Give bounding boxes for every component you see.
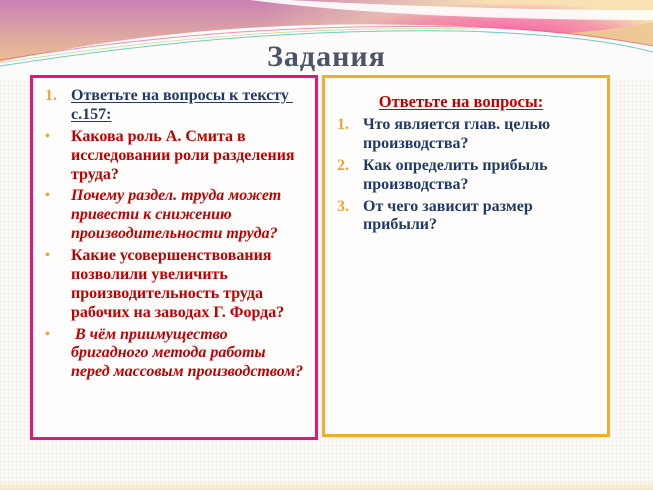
list-item-text: Ответьте на вопросы к тексту с.157: — [71, 87, 293, 123]
right-panel-heading: Ответьте на вопросы: — [378, 92, 544, 111]
list-item-text: От чего зависит размер прибыли? — [363, 197, 537, 234]
list-item — [37, 87, 305, 125]
list-item — [329, 198, 593, 236]
left-panel — [30, 75, 318, 440]
list-marker: 3. — [337, 197, 349, 215]
list-marker: 2. — [337, 156, 349, 174]
list-marker: 1. — [45, 87, 57, 104]
bullet-icon: • — [45, 188, 50, 204]
list-item — [37, 247, 305, 323]
right-panel — [322, 75, 610, 437]
list-item-text: Что является глав. целью производства? — [363, 116, 555, 152]
list-item — [329, 157, 593, 195]
list-item-text: Какова роль А. Смита в исследовании роли разделения труда? — [71, 127, 299, 183]
list-marker: 1. — [337, 116, 349, 133]
list-item-text: Почему раздел. труда может привести к снижению производительности труда? — [71, 187, 286, 243]
bullet-icon: • — [45, 326, 50, 342]
bullet-icon: • — [45, 128, 50, 144]
list-item — [37, 128, 305, 185]
list-item — [37, 326, 305, 383]
bullet-icon: • — [45, 248, 50, 263]
list-item-text: Как определить прибыль производства? — [363, 156, 552, 193]
list-item — [37, 187, 305, 244]
list-item-text: В чём приимущество бригадного метода работы перед массовым производством? — [71, 325, 304, 381]
list-item — [329, 116, 593, 154]
page-title: Задания — [267, 40, 386, 73]
bottom-edge-tint — [0, 480, 653, 490]
list-item-text: Какие усовершенствования позволили увеличить производительность труда рабочих на заводах Г. Форда? — [71, 247, 285, 321]
